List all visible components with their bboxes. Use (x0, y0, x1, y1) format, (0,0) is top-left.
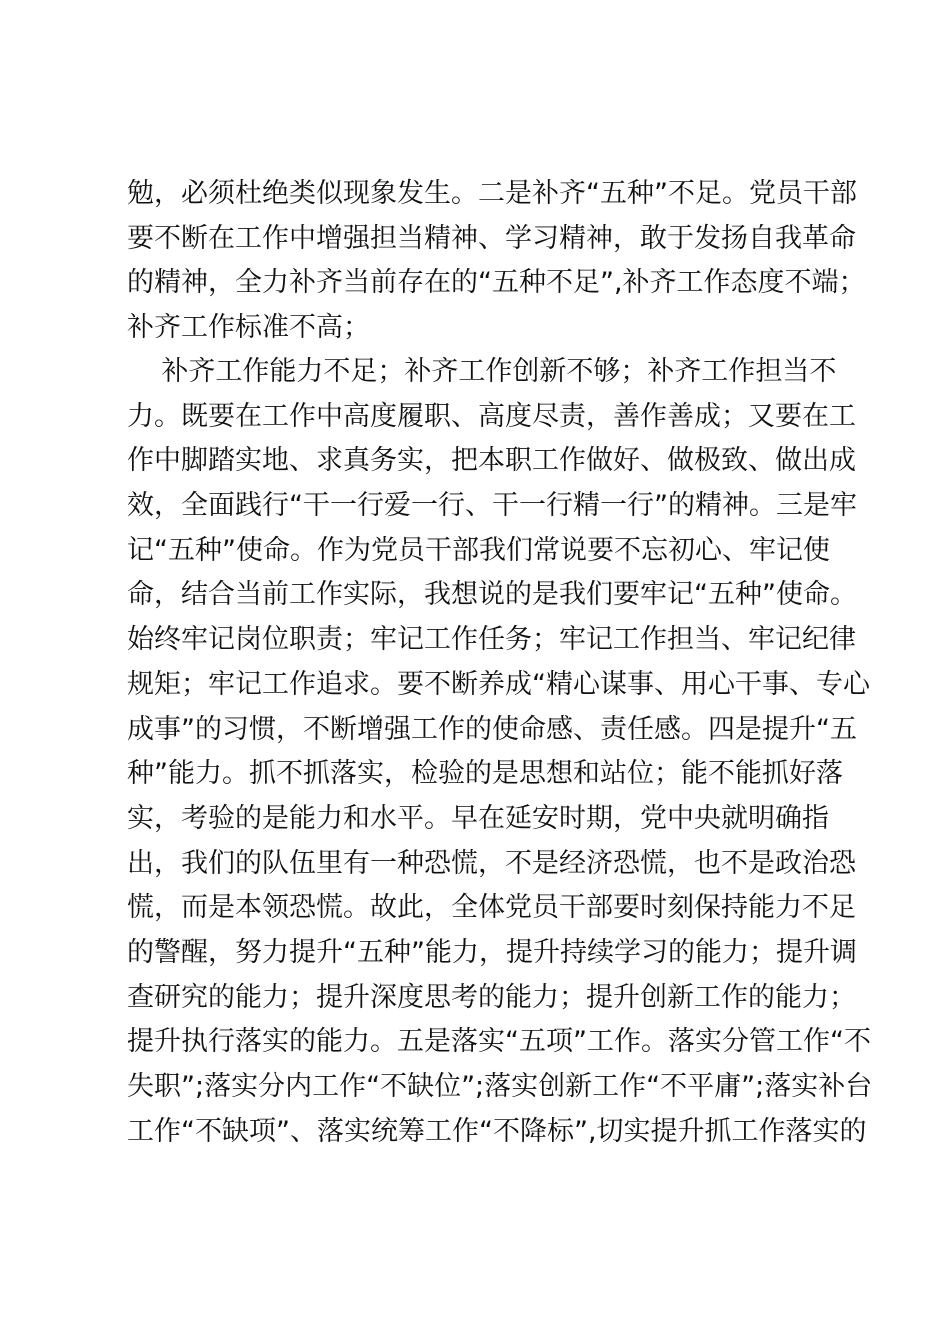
text-line: 查研究的能力；提升深度思考的能力；提升创新工作的能力； (127, 981, 856, 1013)
text-line: 记“五种”使命。作为党员干部我们常说要不忘初心、牢记使 (127, 534, 830, 566)
text-line: 成事”的习惯，不断增强工作的使命感、责任感。四是提升“五 (127, 713, 857, 745)
text-line: 失职”;落实分内工作“不缺位”;落实创新工作“不平庸”;落实补台 (127, 1071, 873, 1102)
text-line: 效，全面践行“干一行爱一行、干一行精一行”的精神。三是牢 (127, 490, 857, 522)
text-line: 勉，必须杜绝类似现象发生。二是补齐“五种”不足。党员干部 (127, 178, 857, 209)
paragraph-2 (127, 350, 873, 1154)
text-line: 出，我们的队伍里有一种恐慌，不是经济恐慌，也不是政治恐 (127, 847, 856, 879)
text-line: 实，考验的是能力和水平。早在延安时期，党中央就明确指 (127, 802, 829, 834)
text-line: 提升执行落实的能力。五是落实“五项”工作。落实分管工作“不 (127, 1026, 871, 1058)
text-line: 规矩；牢记工作追求。要不断养成“精心谋事、用心干事、专心 (127, 668, 870, 700)
text-line: 补齐工作标准不高； (127, 312, 370, 344)
text-line: 作中脚踏实地、求真务实，把本职工作做好、做极致、做出成 (127, 445, 856, 477)
text-line: 慌，而是本领恐慌。故此，全体党员干部要时刻保持能力不足 (127, 892, 856, 924)
text-line: 的警醒，努力提升“五种”能力，提升持续学习的能力；提升调 (127, 936, 857, 968)
text-line: 工作“不缺项”、落实统筹工作“不降标”,切实提升抓工作落实的 (127, 1115, 867, 1147)
text-line: 命，结合当前工作实际，我想说的是我们要牢记“五种”使命。 (127, 579, 857, 611)
text-line: 种”能力。抓不抓落实，检验的是思想和站位；能不能抓好落 (127, 758, 843, 790)
text-line: 的精神，全力补齐当前存在的“五种不足”,补齐工作态度不端； (127, 267, 866, 299)
text-line: 始终牢记岗位职责；牢记工作任务；牢记工作担当、牢记纪律 (127, 624, 856, 656)
paragraph-1 (127, 172, 866, 351)
text-line: 力。既要在工作中高度履职、高度尽责，善作善成；又要在工 (127, 400, 856, 432)
text-line: 要不断在工作中增强担当精神、学习精神，敢于发扬自我革命 (127, 222, 856, 254)
text-line: 补齐工作能力不足；补齐工作创新不够；补齐工作担当不 (127, 356, 837, 387)
